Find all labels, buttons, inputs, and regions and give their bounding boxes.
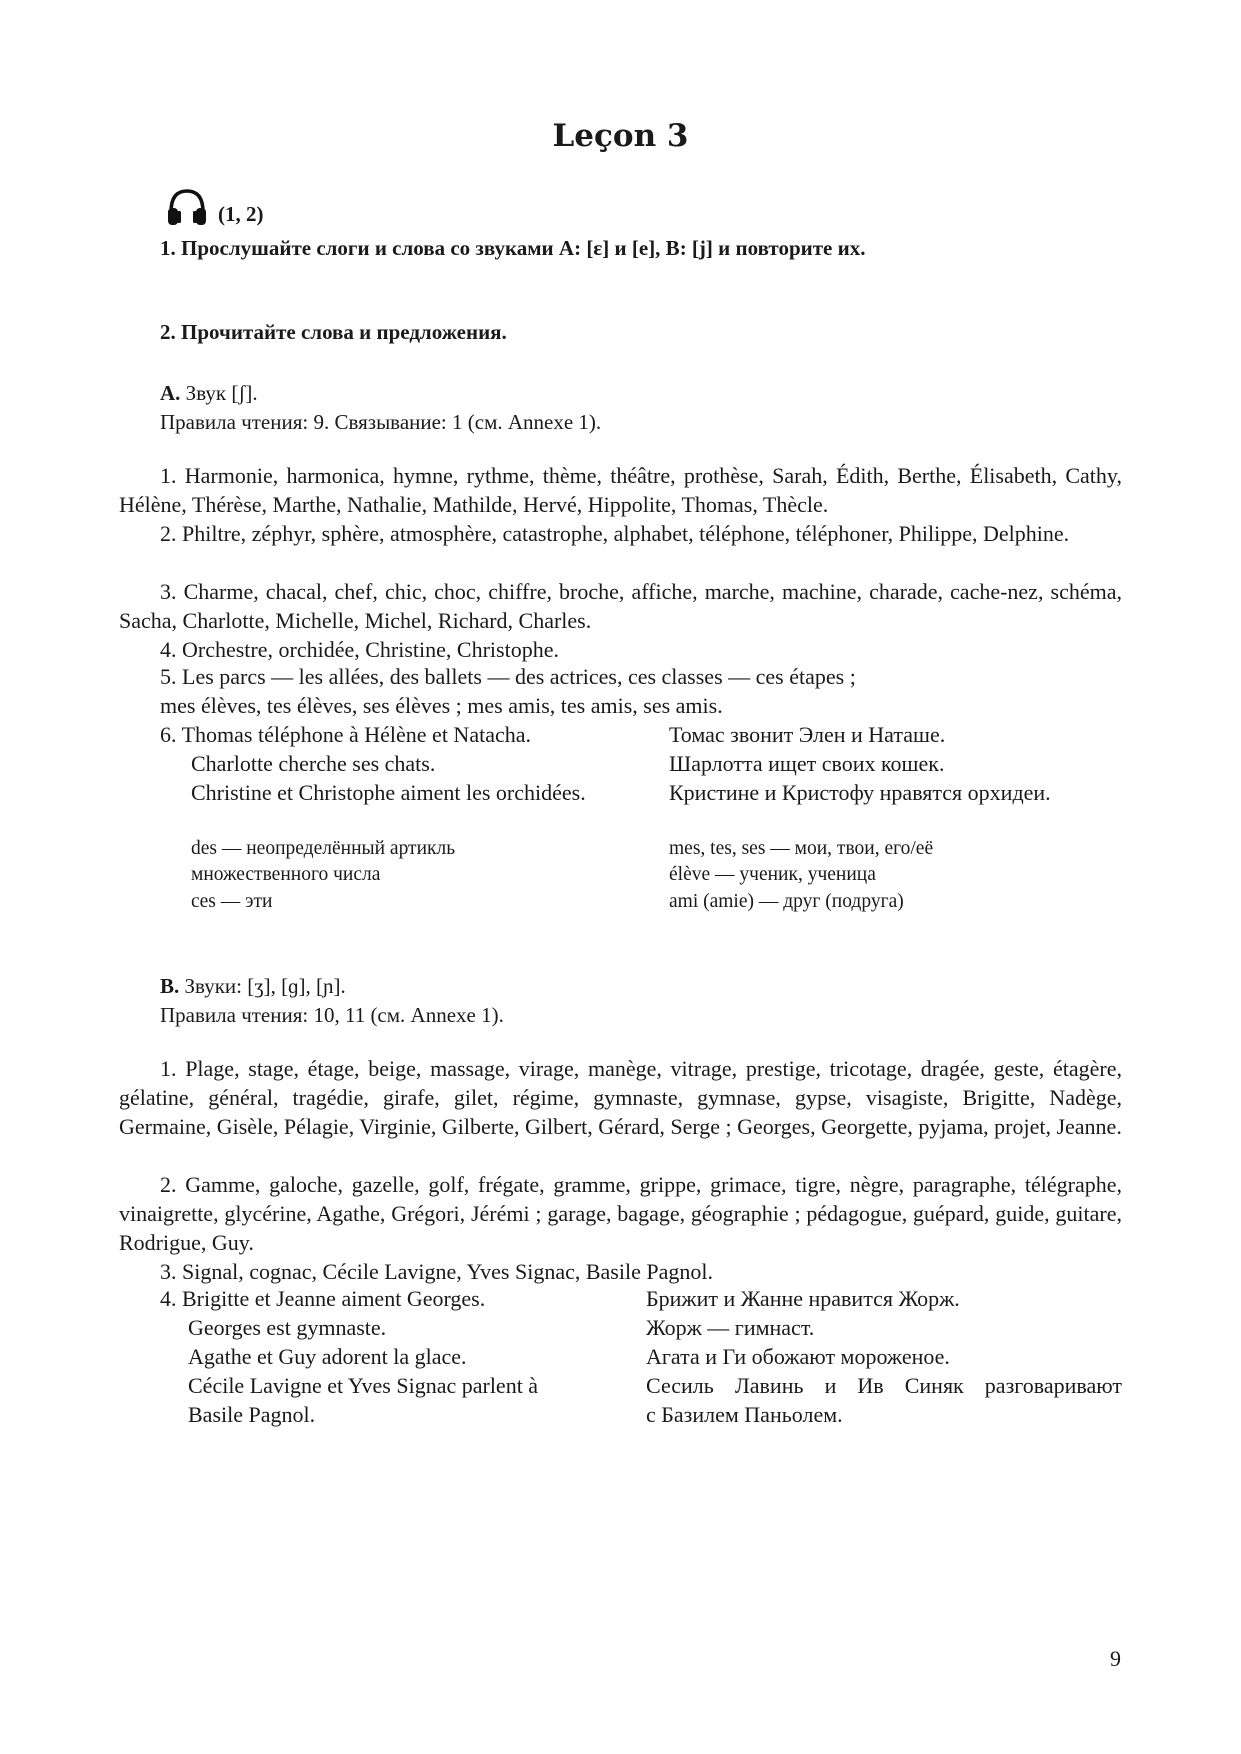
task-1-instruction: 1. Прослушайте слоги и слова со звуками A: [ɛ] и [e], B: [j] и повторите их. [160, 236, 866, 260]
section-b-item-4-ru-5: с Базилем Паньолем. [646, 1402, 843, 1427]
section-a-item-6-fr-3: Christine et Christophe aiment les orchidées. [191, 780, 586, 805]
vocab-note-left-1: des — неопределённый артикль [191, 838, 456, 859]
section-b-item-4-fr-1: 4. Brigitte et Jeanne aiment Georges. [160, 1286, 486, 1311]
headphones-icon [166, 188, 208, 228]
section-a-item-5-line-1: 5. Les parcs — les allées, des ballets — des actrices, ces classes — ces étapes ; [160, 664, 856, 689]
section-b-item-4-fr-2: Georges est gymnaste. [188, 1315, 387, 1340]
section-a-item-6-fr-2: Charlotte cherche ses chats. [191, 751, 436, 776]
section-a-heading [160, 379, 258, 408]
section-b-item-4-ru-2: Жорж — гимнаст. [646, 1315, 815, 1340]
section-a-sound: Звук [ʃ]. [180, 381, 258, 405]
section-b-item-4-fr-4: Cécile Lavigne et Yves Signac parlent à [188, 1373, 539, 1398]
section-a-item-6-ru-3: Кристине и Кристофу нравятся орхидеи. [669, 780, 1051, 805]
section-a-rules: Правила чтения: 9. Связывание: 1 (см. Annexe 1). [160, 410, 602, 434]
lesson-title: Leçon 3 [552, 118, 689, 154]
section-a-item-6-fr-1: 6. Thomas téléphone à Hélène et Natacha. [160, 722, 531, 747]
section-b-item-4-fr-3: Agathe et Guy adorent la glace. [188, 1344, 467, 1369]
vocab-note-right-2: élève — ученик, ученица [669, 864, 876, 885]
section-b-sound: Звуки: [ʒ], [ɡ], [ɲ]. [179, 974, 346, 998]
audio-track-numbers: (1, 2) [218, 202, 264, 226]
section-a-item-1: 1. Harmonie, harmonica, hymne, rythme, thème, théâtre, prothèse, Sarah, Édith, Berthe, Élisabeth, Cathy, Hélène, Thérèse, Marthe, Nathalie, Mathilde, Hervé, Hippolite, Thomas, Thècle. [119, 463, 1122, 517]
task-2-instruction: 2. Прочитайте слова и предложения. [160, 320, 507, 344]
section-b-item-1: 1. Plage, stage, étage, beige, massage, virage, manège, vitrage, prestige, tricotage, dragée, geste, étagère, gélatine, général, tragédie, girafe, gilet, régime, gymnaste, gymnase, gypse, visagiste, Brigitte, Nadège, Germaine, Gisèle, Pélagie, Virginie, Gilberte, Gilbert, Gérard, Serge ; Georges, Georgette, pyjama, projet, Jeanne. [119, 1056, 1122, 1139]
section-b-heading [160, 972, 346, 1001]
section-b-letter: B. [160, 974, 180, 998]
section-b-rules: Правила чтения: 10, 11 (см. Annexe 1). [160, 1003, 504, 1027]
section-b-item-4-ru-1: Брижит и Жанне нравится Жорж. [646, 1286, 960, 1311]
section-b-item-2: 2. Gamme, galoche, gazelle, golf, frégate, gramme, grippe, grimace, tigre, nègre, paragraphe, télégraphe, vinaigrette, glycérine, Agathe, Grégori, Jérémi ; garage, bagage, géographie ; pédagogue, guépard, guide, guitare, Rodrigue, Guy. [119, 1172, 1122, 1255]
section-a-item-5-line-2: mes élèves, tes élèves, ses élèves ; mes amis, tes amis, ses amis. [160, 693, 723, 718]
section-a-letter: A. [160, 381, 181, 405]
section-a-item-3: 3. Charme, chacal, chef, chic, choc, chiffre, broche, affiche, marche, machine, charade, cache-nez, schéma, Sacha, Charlotte, Michelle, Michel, Richard, Charles. [119, 579, 1122, 633]
page-number: 9 [1110, 1646, 1121, 1671]
section-a-item-6-ru-2: Шарлотта ищет своих кошек. [669, 751, 945, 776]
section-a-item-6-ru-1: Томас звонит Элен и Наташе. [669, 722, 946, 747]
vocab-note-left-3: ces — эти [191, 891, 273, 912]
section-a-item-2: 2. Philtre, zéphyr, sphère, atmosphère, catastrophe, alphabet, téléphone, téléphoner, Philippe, Delphine. [160, 521, 1070, 546]
section-b-item-4-fr-5: Basile Pagnol. [188, 1402, 316, 1427]
vocab-note-right-1: mes, tes, ses — мои, твои, его/её [669, 838, 934, 859]
section-b-item-3: 3. Signal, cognac, Cécile Lavigne, Yves Signac, Basile Pagnol. [160, 1259, 713, 1284]
section-b-item-4-ru-3: Агата и Ги обожают мороженое. [646, 1344, 950, 1369]
vocab-note-left-2: множественного числа [191, 864, 381, 885]
section-b-item-4-ru-4: Сесиль Лавинь и Ив Синяк разговаривают [646, 1373, 1122, 1398]
section-a-item-4: 4. Orchestre, orchidée, Christine, Christophe. [160, 637, 559, 662]
vocab-note-right-3: ami (amie) — друг (подруга) [669, 891, 904, 912]
